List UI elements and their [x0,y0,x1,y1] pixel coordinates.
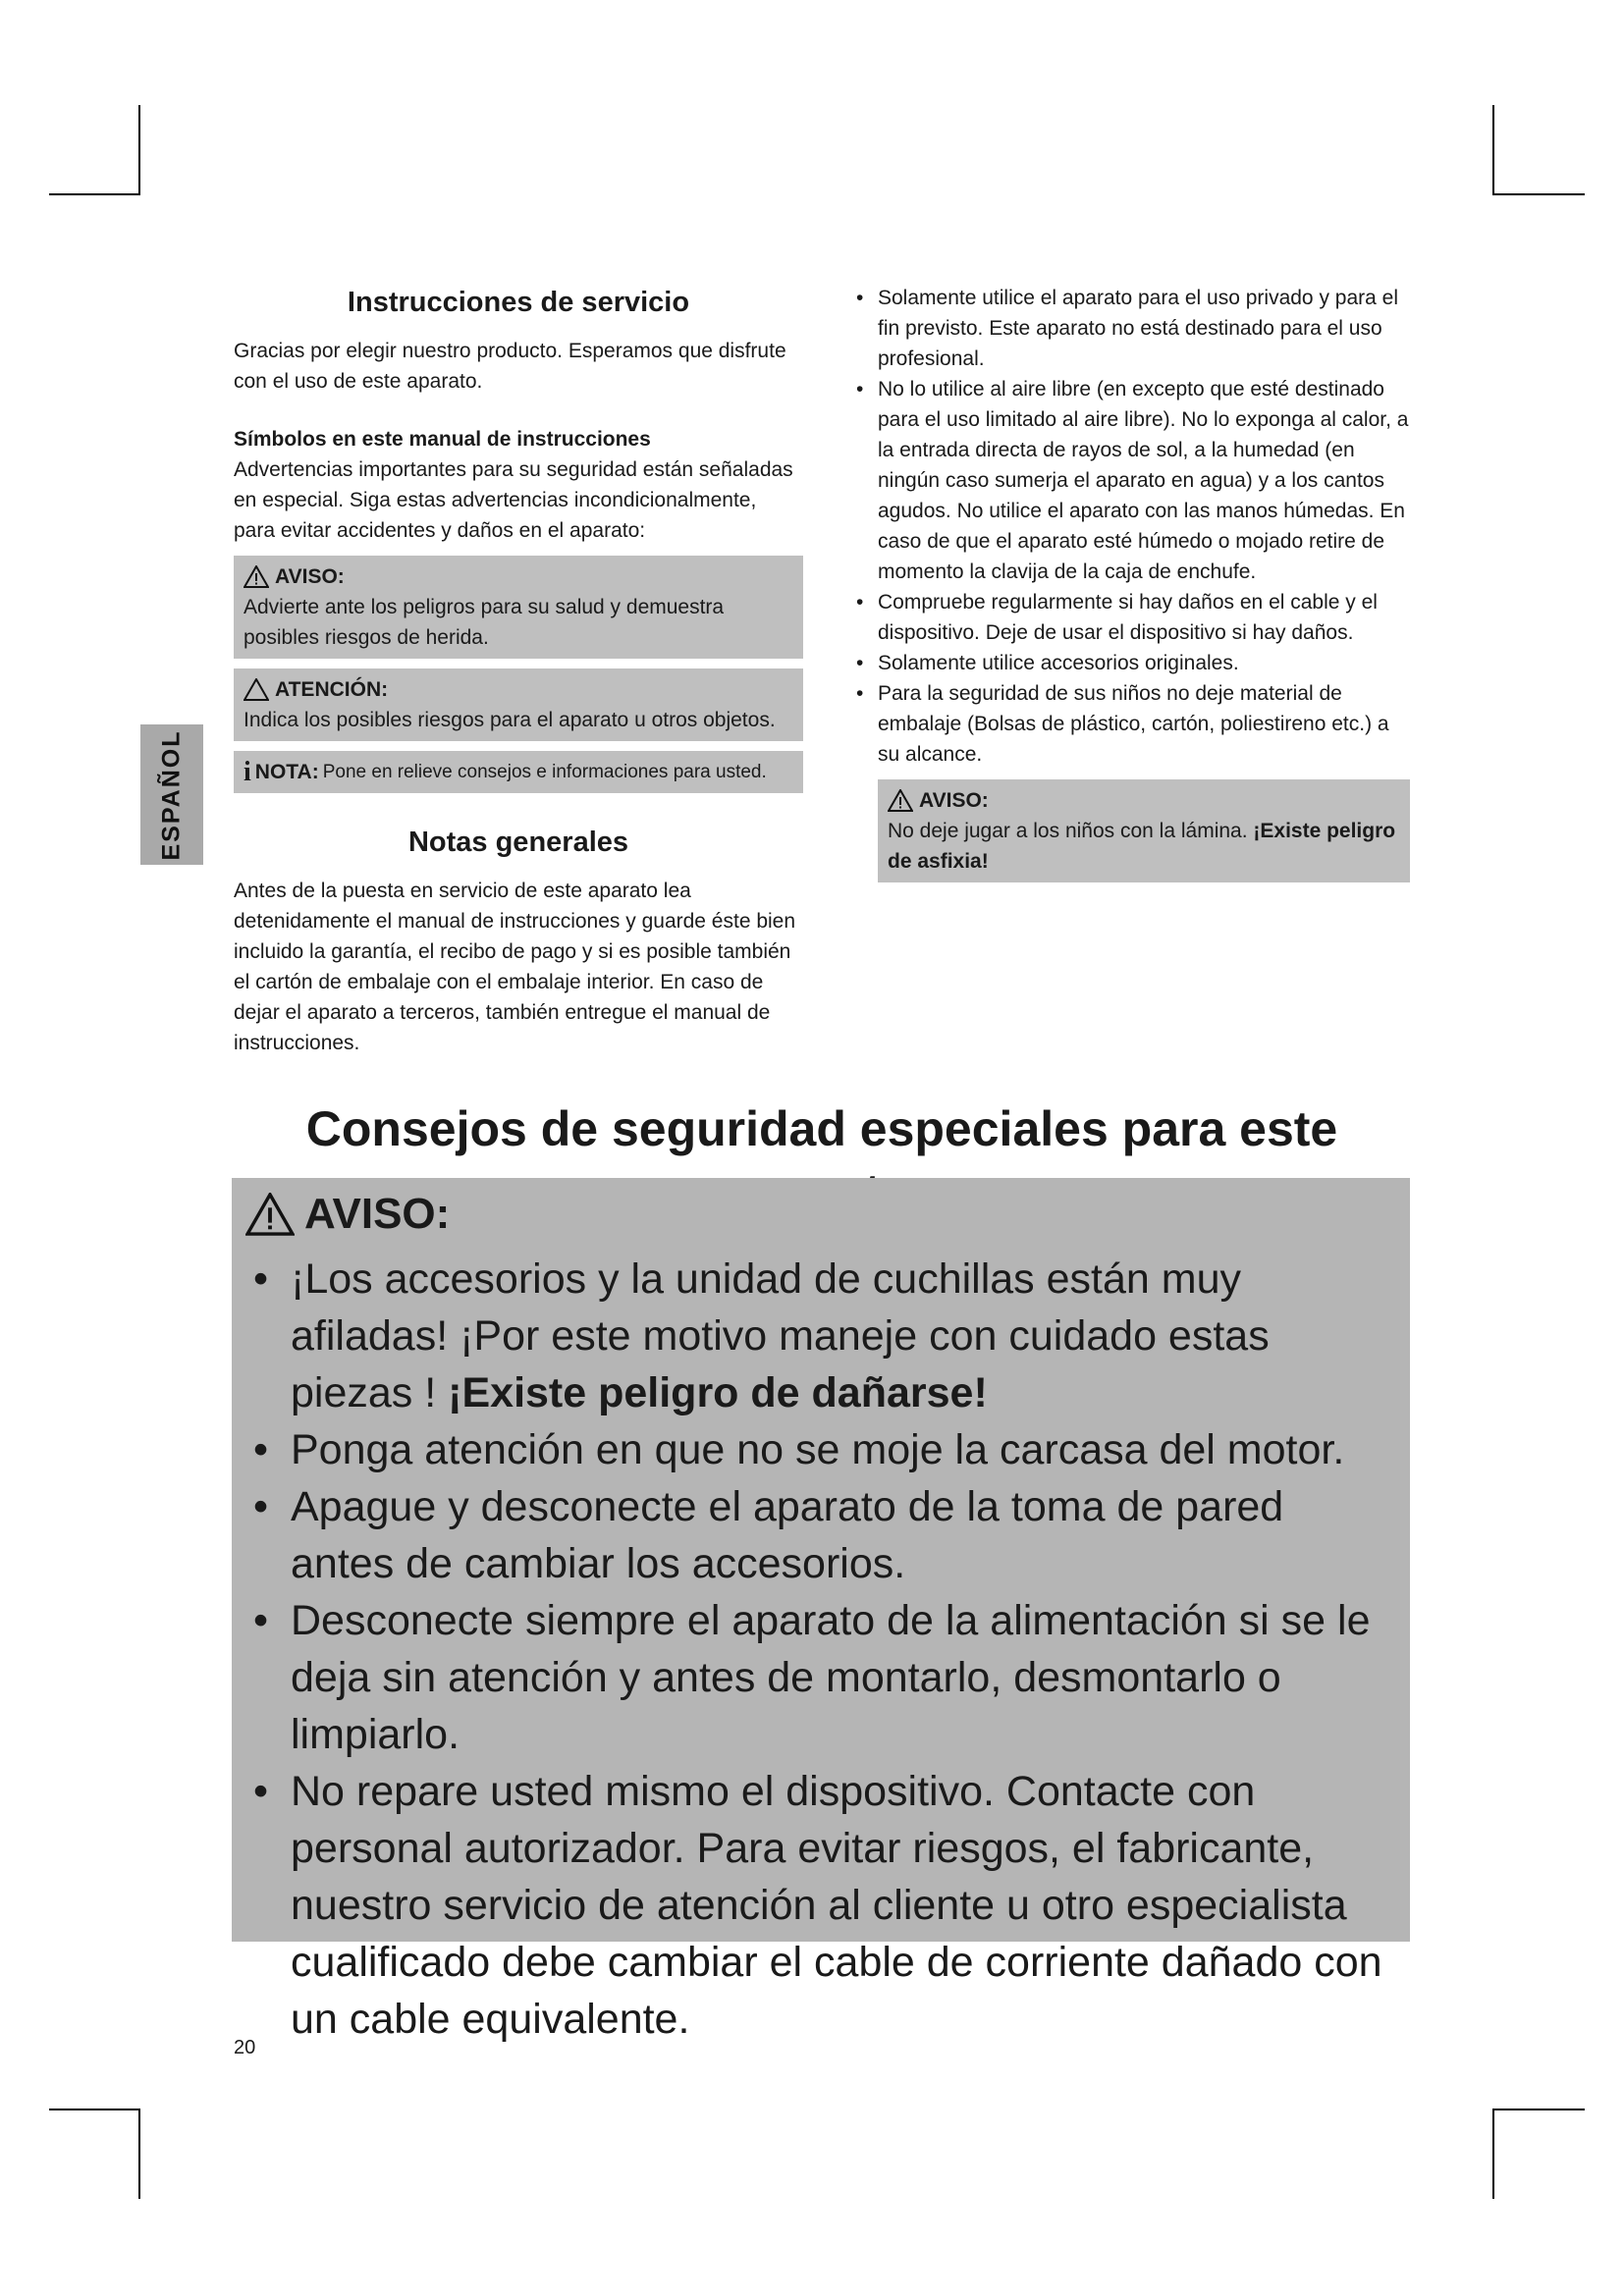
consejos-first-bullet-bold: ¡Existe peligro de dañarse! [448,1369,988,1416]
crop-mark [1492,2109,1494,2199]
crop-mark [49,193,140,195]
crop-mark [1492,105,1494,195]
list-item: • No lo utilice al aire libre (en excepto que esté destinado para el uso limitado al aire libre). No lo exponga al calor, a la entrada directa de rayos de sol, a la humedad (en ningún caso sumerja el aparato en agua) y a los cantos agudos. No utilice el aparato con las manos húmedas. En caso de que el aparato esté húmedo o mojado retire de momento la clavija de la caja de enchufe. [835,374,1410,587]
info-icon: i [244,756,251,787]
list-item: • Compruebe regularmente si hay daños en el cable y el dispositivo. Deje de usar el dispositivo si hay daños. [835,587,1410,648]
instrucciones-title: Instrucciones de servicio [347,287,690,318]
notas-generales-text: Antes de la puesta en servicio de este aparato lea detenidamente el manual de instrucciones y guarde éste bien incluido la garantía, el recibo de pago y si es posible también el cartón de embalaje con el embalaje interior. En caso de dejar el aparato a terceros, también entregue el manual de instrucciones. [234,880,796,1054]
crop-mark [49,2109,140,2110]
crop-mark [138,2109,140,2199]
aviso-label-row [244,561,795,592]
list-item: • Solamente utilice accesorios originales. [835,648,1410,678]
list-item: • No repare usted mismo el dispositivo. Contacte con personal autorizador. Para evitar riesgos, el fabricante, nuestro servicio de atención al cliente u otro especialista cualificado debe cambiar el cable de corriente dañado con un cable equivalente. [245,1763,1396,2048]
symbols-heading: Símbolos en este manual de instrucciones [234,428,651,451]
aviso-text: Advierte ante los peligros para su salud y demuestra posibles riesgos de herida. [244,596,725,649]
crop-mark [138,105,140,195]
crop-mark [1492,2109,1585,2110]
consejos-warning-box [232,1178,1410,2043]
aviso-children-bold-text: ¡Existe peligro de asfixia! [888,820,1396,873]
aviso-children-text-block [888,816,1402,877]
list-item: • Apague y desconecte el aparato de la toma de pared antes de cambiar los accesorios. [245,1478,1396,1592]
consejos-aviso-label: AVISO: [304,1190,451,1238]
general-notes-list [835,283,1410,770]
aviso-children-text: No deje jugar a los niños con la lámina. [888,820,1248,842]
crop-mark [1492,193,1585,195]
language-tab [140,724,203,865]
atencion-notice [234,668,803,741]
language-tab-label: ESPAÑOL [157,729,186,860]
notas-generales-title: Notas generales [407,827,629,858]
aviso-children-label-row [888,785,1402,816]
consejos-aviso-label-row [245,1186,1396,1243]
nota-text: Pone en relieve consejos e informaciones para usted. [322,762,767,782]
atencion-text: Indica los posibles riesgos para el aparato u otros objetos. [244,709,776,731]
atencion-label: ATENCIÓN: [275,678,389,701]
right-column [835,283,1410,882]
list-item: • Solamente utilice el aparato para el uso privado y para el fin previsto. Este aparato no está destinado para el uso profesional. [835,283,1410,374]
aviso-children-notice [878,779,1410,882]
aviso-label: AVISO: [275,565,345,588]
warning-triangle-icon [888,789,913,812]
page-number: 20 [234,2037,256,2058]
aviso-children-label: AVISO: [919,789,989,812]
consejos-first-bullet-text: ¡Los accesorios y la unidad de cuchillas están muy afiladas! ¡Por este motivo maneje con cuidado estas piezas ! [291,1255,1270,1416]
consejos-title: Consejos de seguridad especiales para este [305,1101,1338,1156]
warning-triangle-icon [244,565,269,588]
nota-notice [234,751,803,793]
atencion-label-row [244,674,795,705]
caution-triangle-icon [244,678,269,701]
list-item: • Desconecte siempre el aparato de la alimentación si se le deja sin atención y antes de montarlo, desmontarlo o limpiarlo. [245,1592,1396,1763]
aviso-notice [234,556,803,659]
list-item [245,1251,1396,1421]
consejos-list [245,1251,1396,2048]
list-item: • Para la seguridad de sus niños no deje material de embalaje (Bolsas de plástico, cartón, poliestireno etc.) a su alcance. [835,678,1410,770]
symbols-text: Advertencias importantes para su seguridad están señaladas en especial. Siga estas advertencias incondicionalmente, para evitar accidentes y daños en el aparato: [234,458,793,542]
nota-label: NOTA: [254,761,319,783]
intro-text: Gracias por elegir nuestro producto. Esperamos que disfrute con el uso de este aparato. [234,340,786,393]
left-column [234,283,803,1058]
list-item: • Ponga atención en que no se moje la carcasa del motor. [245,1421,1396,1478]
warning-triangle-icon [245,1193,295,1236]
